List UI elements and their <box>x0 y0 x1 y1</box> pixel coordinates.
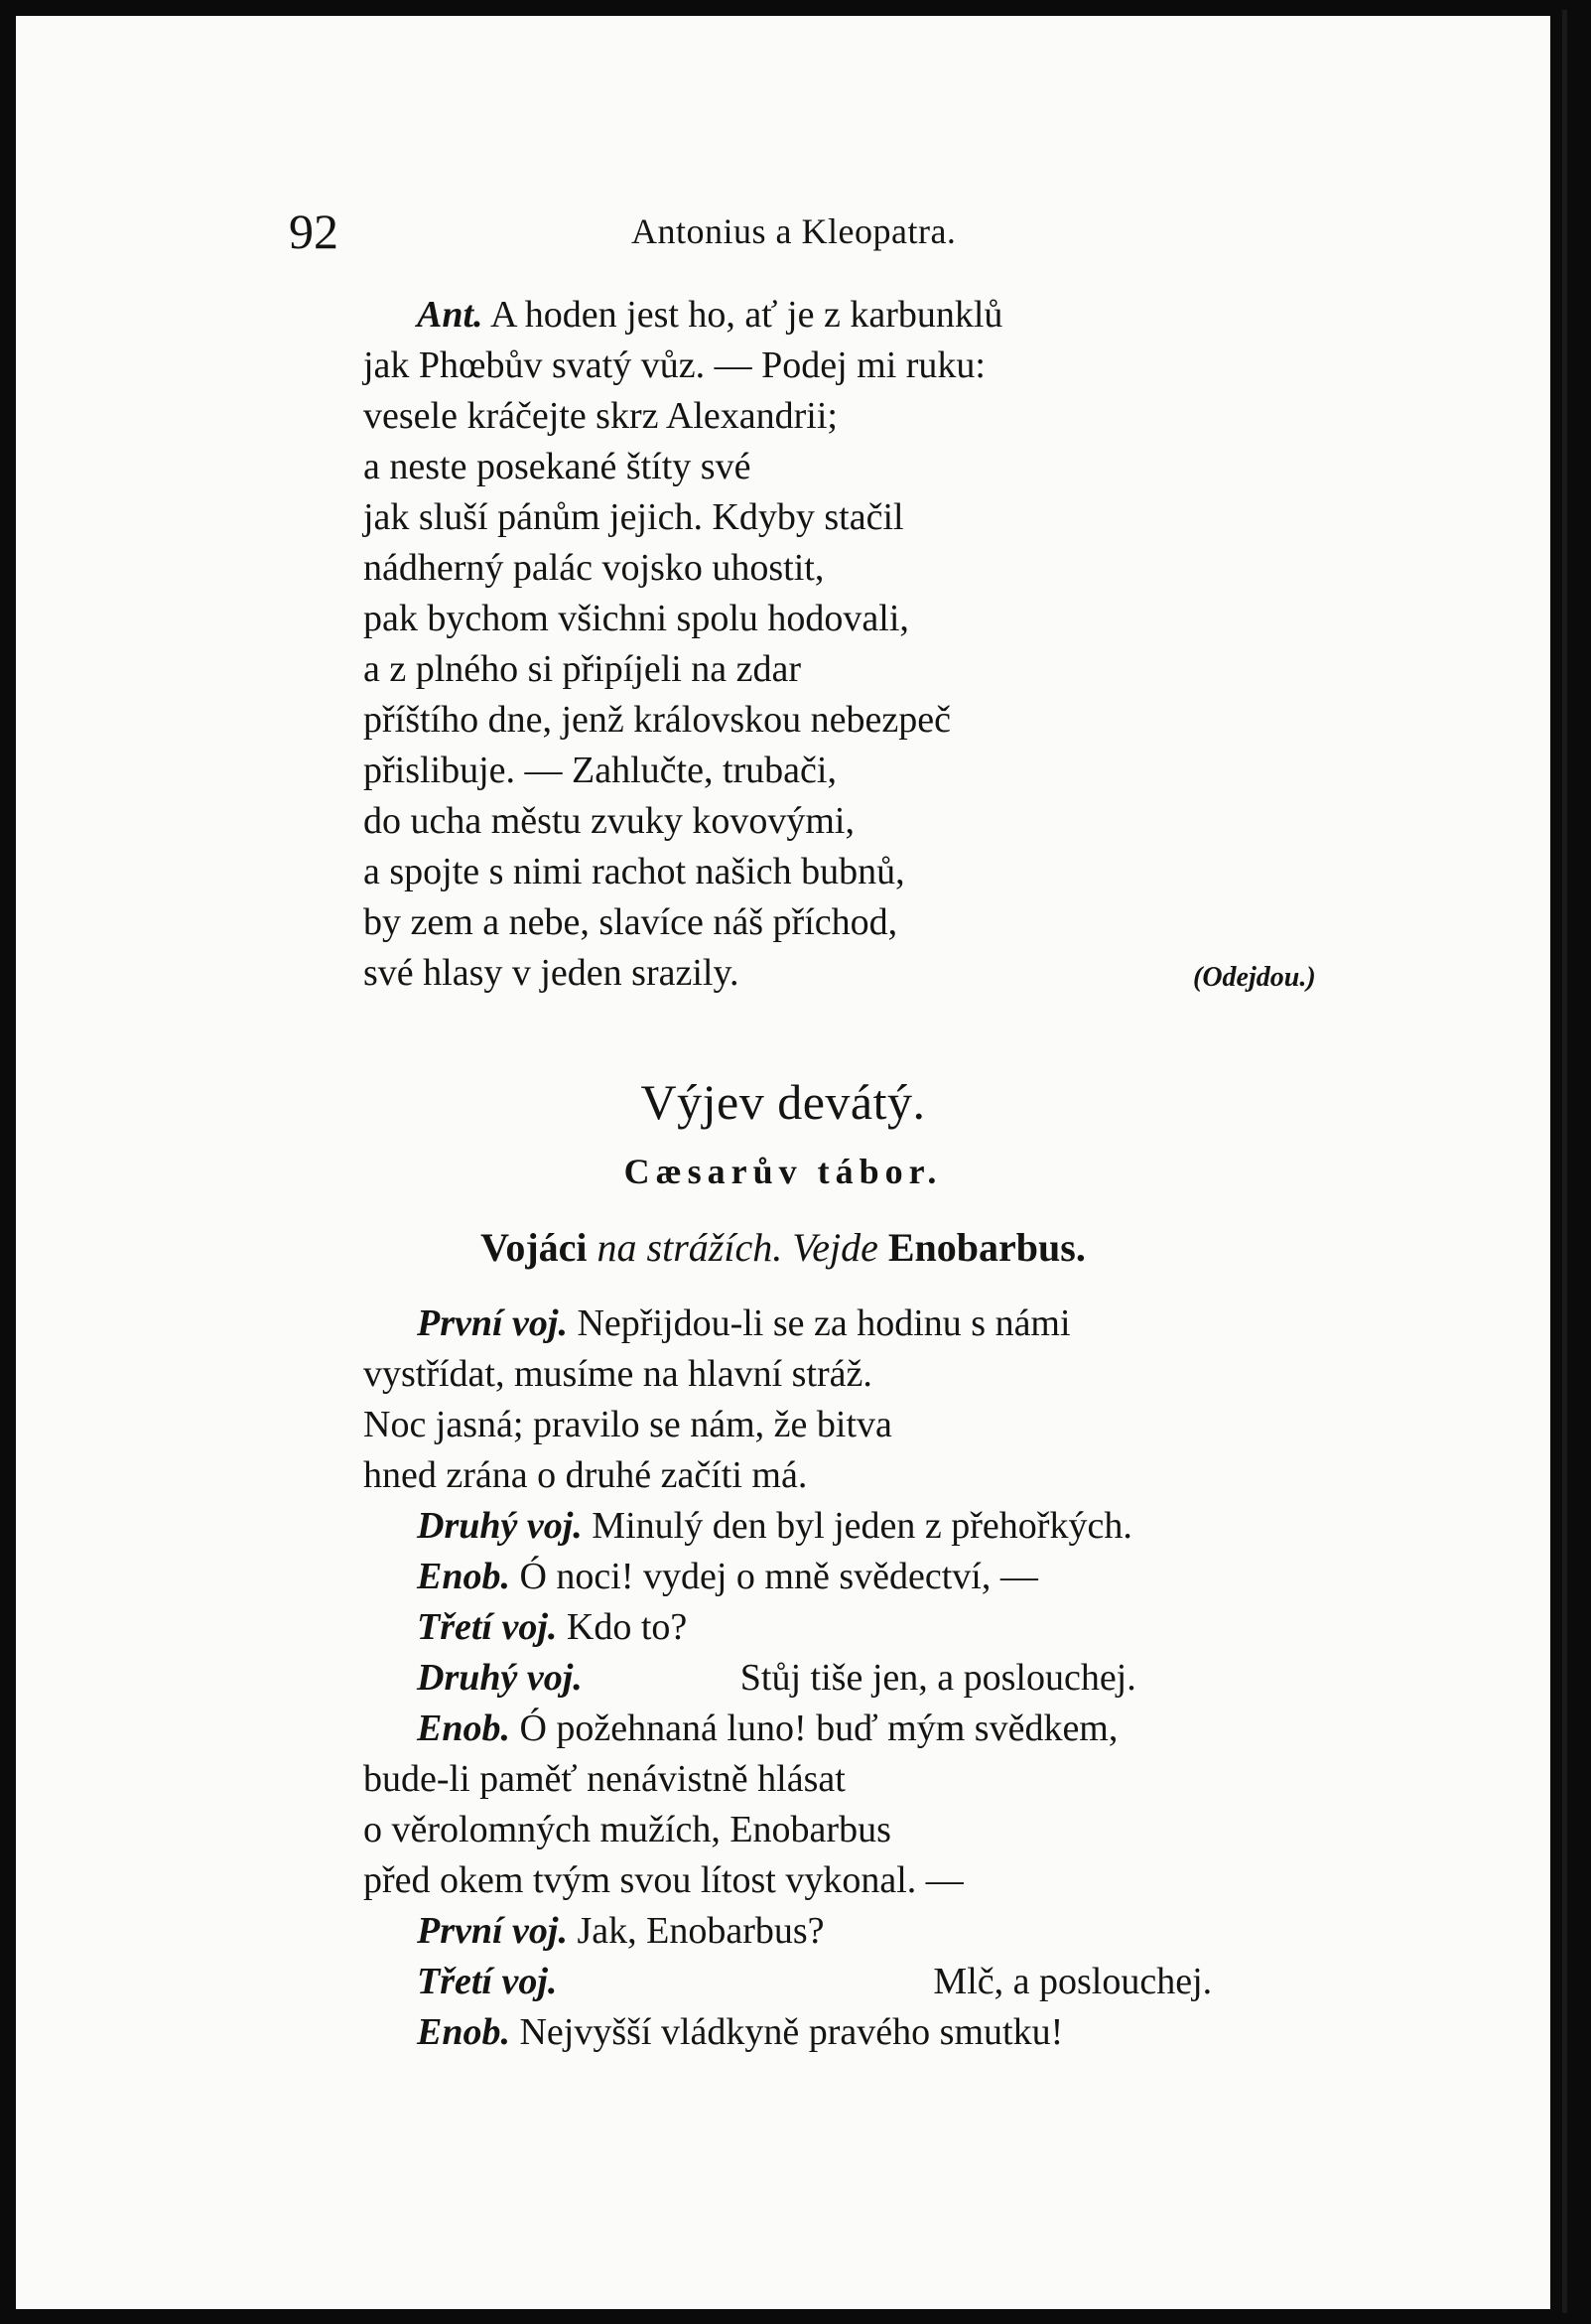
speaker-name: Druhý voj. <box>417 1657 583 1699</box>
stage-direction: (Odejdou.) <box>1193 962 1316 993</box>
dialogue-line <box>417 1558 1038 1595</box>
dialogue-line <box>417 1912 825 1950</box>
speaker-name: Enob. <box>417 1708 510 1749</box>
dialogue-text: Kdo to? <box>566 1606 688 1648</box>
page-edge-line <box>1562 10 1567 2313</box>
speaker-name: Třetí voj. <box>417 1961 558 2002</box>
scene-direction <box>16 1224 1550 1271</box>
verse-line: vesele kráčejte skrz Alexandrii; <box>363 395 838 437</box>
verse-line: své hlasy v jeden srazily. <box>363 952 739 994</box>
verse-line: a neste posekané štíty své <box>363 446 751 487</box>
dialogue-line: bude-li paměť nenávistně hlásat <box>363 1758 846 1800</box>
verse-line: do ucha městu zvuky kovovými, <box>363 800 855 842</box>
verse-line: a spojte s nimi rachot našich bubnů, <box>363 851 905 892</box>
dialogue-line: Noc jasná; pravilo se nám, že bitva <box>363 1404 892 1445</box>
speaker-name: Enob. <box>417 2011 510 2053</box>
speaker-name: První voj. <box>417 1910 568 1952</box>
speaker-name: Enob. <box>417 1556 510 1597</box>
verse-line: by zem a nebe, slavíce náš příchod, <box>363 901 898 943</box>
dialogue-text: Minulý den byl jeden z přehořkých. <box>592 1505 1132 1547</box>
verse-line: a z plného si připíjeli na zdar <box>363 648 802 690</box>
dialogue-text: Ó noci! vydej o mně svědectví, — <box>519 1556 1038 1597</box>
dialogue-line <box>417 1304 1071 1342</box>
verse-line <box>417 296 1002 334</box>
dialogue-text: Nepřijdou-li se za hodinu s námi <box>577 1302 1071 1344</box>
verse-line: přislibuje. — Zahlučte, trubači, <box>363 750 837 791</box>
dialogue-line <box>417 2013 1063 2051</box>
dialogue-text: Mlč, a poslouchej. <box>933 1961 1213 2002</box>
scene-direction-soldiers: Vojáci <box>480 1225 588 1270</box>
scene-direction-enobarbus: Enobarbus. <box>887 1225 1086 1270</box>
dialogue-text: Stůj tiše jen, a poslouchej. <box>739 1657 1136 1699</box>
dialogue-text: Jak, Enobarbus? <box>577 1910 825 1952</box>
dialogue-line: před okem tvým svou lítost vykonal. — <box>363 1859 964 1901</box>
dialogue-text: Nejvyšší vládkyně pravého smutku! <box>519 2011 1064 2053</box>
verse-line: pak bychom všichni spolu hodovali, <box>363 598 909 639</box>
scene-place: Cæsarův tábor. <box>623 1152 943 1191</box>
dialogue-line <box>417 1608 687 1646</box>
dialogue-line <box>417 1507 1132 1545</box>
verse-line: jak sluší pánům jejich. Kdyby stačil <box>363 496 904 538</box>
verse-line: nádherný palác vojsko uhostit, <box>363 547 825 589</box>
dialogue-line <box>417 1963 1212 2000</box>
verse-line: jak Phœbův svatý vůz. — Podej mi ruku: <box>363 344 986 386</box>
page-number: 92 <box>289 204 338 259</box>
book-page <box>16 16 1550 2309</box>
verse-text: A hoden jest ho, ať je z karbunklů <box>489 294 1003 336</box>
speaker-name: Třetí voj. <box>417 1606 558 1648</box>
dialogue-line: vystřídat, musíme na hlavní stráž. <box>363 1353 872 1395</box>
dialogue-line: o věrolomných mužích, Enobarbus <box>363 1809 891 1850</box>
verse-line: příštího dne, jenž královskou nebezpeč <box>363 699 951 741</box>
speaker-name: První voj. <box>417 1302 568 1344</box>
running-title: Antonius a Kleopatra. <box>631 211 957 251</box>
speaker-name: Druhý voj. <box>417 1505 583 1547</box>
scene-title: Výjev devátý. <box>640 1074 926 1130</box>
scene-direction-action: na strážích. Vejde <box>597 1225 878 1270</box>
speaker-name: Ant. <box>417 294 483 336</box>
dialogue-line: hned zrána o druhé začíti má. <box>363 1454 808 1496</box>
dialogue-text: Ó požehnaná luno! buď mým svědkem, <box>519 1708 1119 1749</box>
dialogue-line <box>417 1659 1136 1697</box>
page-header <box>16 203 1550 262</box>
dialogue-line <box>417 1709 1118 1747</box>
